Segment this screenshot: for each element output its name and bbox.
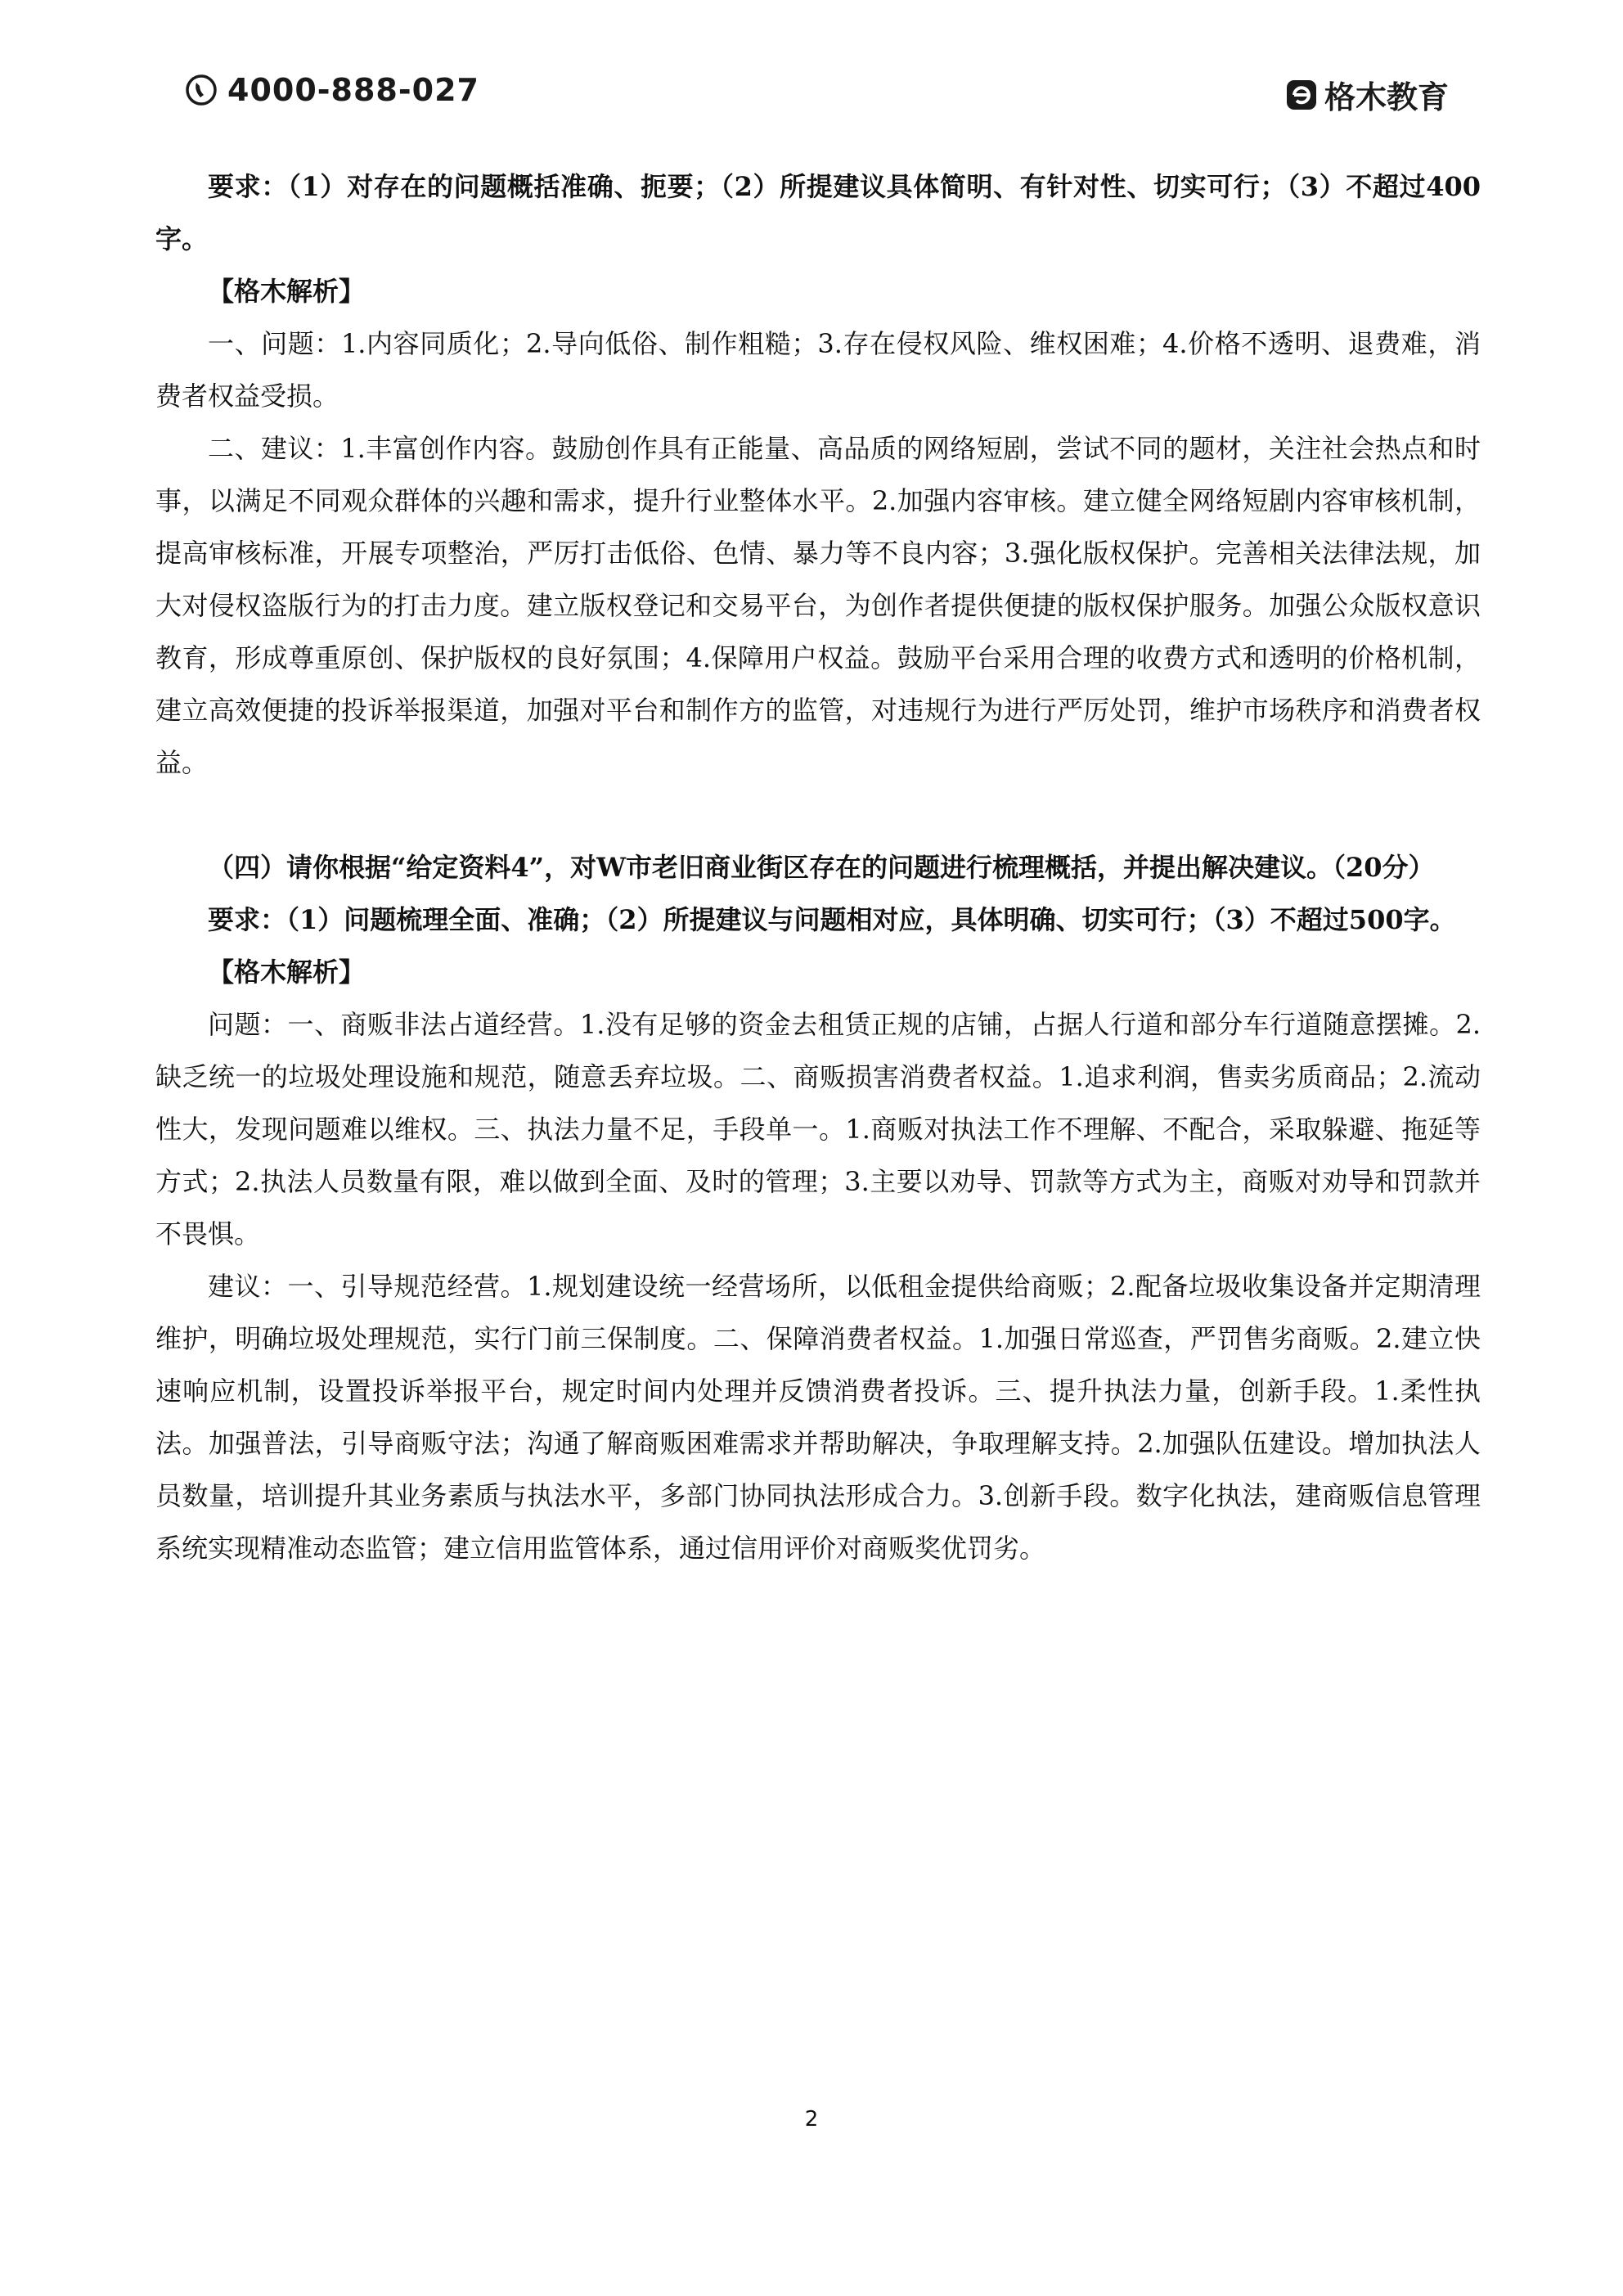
requirement-paragraph: 要求：（1）对存在的问题概括准确、扼要；（2）所提建议具体简明、有针对性、切实可行；（3）不超过400字。 xyxy=(155,171,1481,254)
problems-paragraph: 问题：一、商贩非法占道经营。1.没有足够的资金去租赁正规的店铺，占据人行道和部分车行道随意摆摊。2.缺乏统一的垃圾处理设施和规范，随意丢弃垃圾。二、商贩损害消费者权益。1.追求利润，售卖劣质商品；2.流动性大，发现问题难以维权。三、执法力量不足，手段单一。1.商贩对执法工作不理解、不配合，采取躲避、拖延等方式；2.执法人员数量有限，难以做到全面、及时的管理；3.主要以劝导、罚款等方式为主，商贩对劝导和罚款并不畏惧。 xyxy=(155,1009,1481,1249)
brand-logo xyxy=(1285,72,1449,117)
suggestions-paragraph: 二、建议：1.丰富创作内容。鼓励创作具有正能量、高品质的网络短剧，尝试不同的题材，关注社会热点和时事，以满足不同观众群体的兴趣和需求，提升行业整体水平。2.加强内容审核。建立健全网络短剧内容审核机制，提高审核标准，开展专项整治，严厉打击低俗、色情、暴力等不良内容；3.强化版权保护。完善相关法律法规，加大对侵权盗版行为的打击力度。建立版权登记和交易平台，为创作者提供便捷的版权保护服务。加强公众版权意识教育，形成尊重原创、保护版权的良好氛围；4.保障用户权益。鼓励平台采用合理的收费方式和透明的价格机制，建立高效便捷的投诉举报渠道，加强对平台和制作方的监管，对违规行为进行严厉处罚，维护市场秩序和消费者权益。 xyxy=(155,433,1481,778)
question-four: （四）请你根据“给定资料4”，对W市老旧商业街区存在的问题进行梳理概括，并提出解决建议。（20分） xyxy=(208,852,1435,883)
phone-contact xyxy=(185,72,479,108)
page-number: 2 xyxy=(804,2107,819,2132)
phone-icon xyxy=(185,74,218,106)
requirement-paragraph: 要求：（1）问题梳理全面、准确；（2）所提建议与问题相对应，具体明确、切实可行；（3）不超过500字。 xyxy=(208,904,1456,935)
page-header xyxy=(185,72,1449,116)
phone-number: 4000-888-027 xyxy=(227,72,479,108)
suggestions-paragraph: 建议：一、引导规范经营。1.规划建设统一经营场所，以低租金提供给商贩；2.配备垃圾收集设备并定期清理维护，明确垃圾处理规范，实行门前三保制度。二、保障消费者权益。1.加强日常巡查，严罚售劣商贩。2.建立快速响应机制，设置投诉举报平台，规定时间内处理并反馈消费者投诉。三、提升执法力量，创新手段。1.柔性执法。加强普法，引导商贩守法；沟通了解商贩困难需求并帮助解决，争取理解支持。2.加强队伍建设。增加执法人员数量，培训提升其业务素质与执法水平，多部门协同执法形成合力。3.创新手段。数字化执法，建商贩信息管理系统实现精准动态监管；建立信用监管体系，通过信用评价对商贩奖优罚劣。 xyxy=(155,1271,1481,1564)
brand-icon xyxy=(1285,79,1318,111)
brand-name: 格木教育 xyxy=(1324,79,1449,115)
document-body xyxy=(155,160,1481,1574)
analysis-heading: 【格木解析】 xyxy=(208,276,366,307)
analysis-heading: 【格木解析】 xyxy=(208,957,366,988)
section-spacer xyxy=(155,789,1481,841)
problems-paragraph: 一、问题：1.内容同质化；2.导向低俗、制作粗糙；3.存在侵权风险、维权困难；4.价格不透明、退费难，消费者权益受损。 xyxy=(155,328,1481,412)
